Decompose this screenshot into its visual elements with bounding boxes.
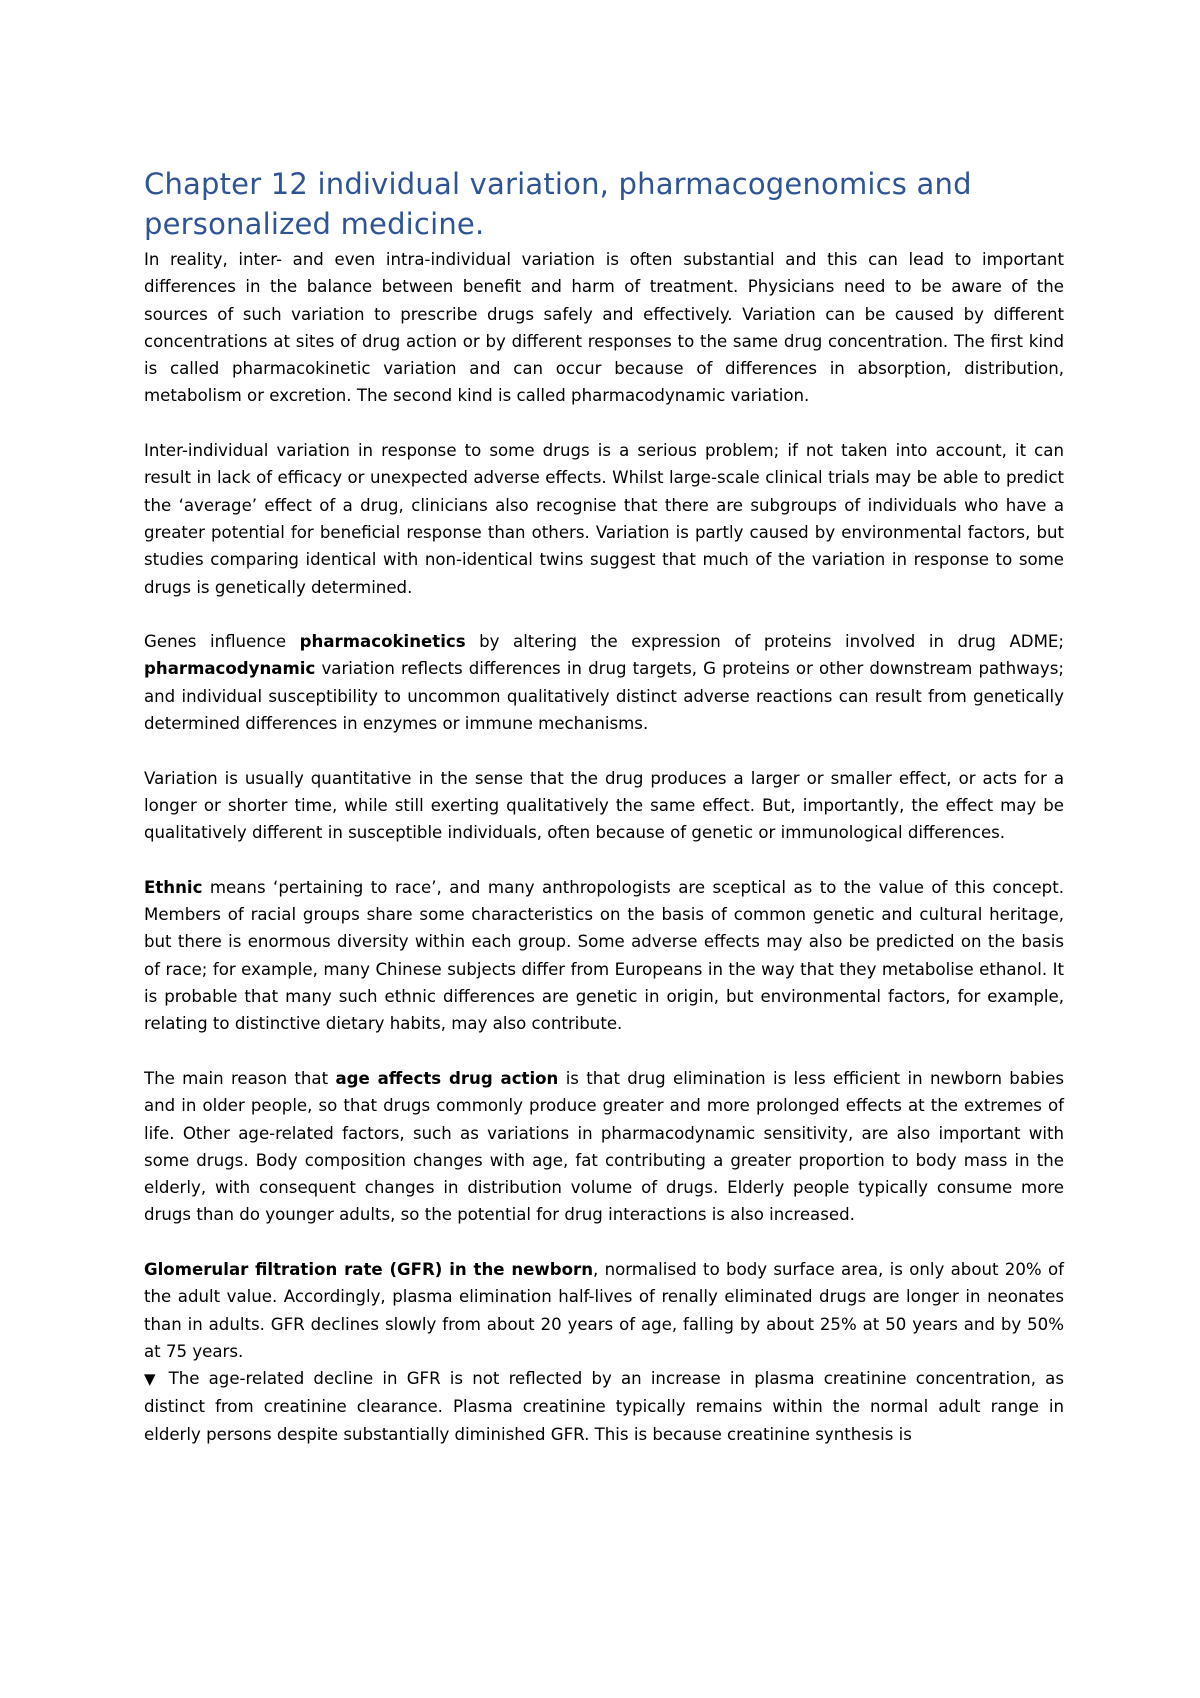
paragraph-text: In reality, inter- and even intra-individual variation is often substantial and this can lead to important differences in the balance between benefit and harm of treatment. Physicians need to be aware of the sources of such variation to prescribe drugs safely and effectively. Variation can be caused by different concentrations at sites of drug action or by different responses to the same drug concentration. The first kind is called pharmacokinetic variation and can occur because of differences in absorption, distribution, metabolism or excretion. The second kind is called pharmacodynamic variation.: [144, 250, 1064, 406]
bold-term: Ethnic: [144, 877, 203, 897]
paragraph-text: , normalised to body surface area, is only about 20% of the adult value. Accordingly, plasma elimination half-lives of renally eliminated drugs are longer in neonates than in adults. GFR declines slowly from about 20 years of age, falling by about 25% at 50 years and by 50% at 75 years.: [144, 1259, 1064, 1361]
paragraph-text: Variation is usually quantitative in the sense that the drug produces a larger or smaller effect, or acts for a longer or shorter time, while still exerting qualitatively the same effect. But, importantly, the effect may be qualitatively different in susceptible individuals, often because of genetic or immunological differences.: [144, 768, 1064, 843]
document-page: [144, 164, 1064, 1448]
paragraph-text: variation reflects differences in drug targets, G proteins or other downstream pathways; and individual susceptibility to uncommon qualitatively distinct adverse reactions can result from genetically determined differences in enzymes or immune mechanisms.: [144, 659, 1064, 734]
bold-term: pharmacodynamic: [144, 659, 316, 679]
paragraph-text: means ‘pertaining to race’, and many anthropologists are sceptical as to the value of this concept. Members of racial groups share some characteristics on the basis of common genetic and cultural heritage, but there is enormous diversity within each group. Some adverse effects may also be predicted on the basis of race; for example, many Chinese subjects differ from Europeans in the way that they metabolise ethanol. It is probable that many such ethnic differences are genetic in origin, but environmental factors, for example, relating to distinctive dietary habits, may also contribute.: [144, 877, 1064, 1034]
paragraph-text: by altering the expression of proteins involved in drug ADME;: [465, 632, 1064, 652]
chapter-title: Chapter 12 individual variation, pharmacogenomics and personalized medicine.: [144, 167, 972, 241]
triangle-marker-icon: ▼: [144, 1370, 160, 1389]
paragraph-quantitative: [144, 765, 1064, 847]
paragraph-text: Inter-individual variation in response to some drugs is a serious problem; if not taken into account, it can result in lack of efficacy or unexpected adverse effects. Whilst large-scale clinical trials may be able to predict the ‘average’ effect of a drug, clinicians also recognise that there are subgroups of individuals who have a greater potential for beneficial response than others. Variation is partly caused by environmental factors, but studies comparing identical with non-identical twins suggest that much of the variation in response to some drugs is genetically determined.: [144, 441, 1064, 597]
bold-term: age affects drug action: [335, 1068, 559, 1088]
paragraph-genes: [144, 628, 1064, 737]
paragraph-text: is that drug elimination is less efficient in newborn babies and in older people, so that drugs commonly produce greater and more prolonged effects at the extremes of life. Other age-related factors, such as variations in pharmacodynamic sensitivity, are also important with some drugs. Body composition changes with age, fat contributing a greater proportion to body mass in the elderly, with consequent changes in distribution volume of drugs. Elderly people typically consume more drugs than do younger adults, so the potential for drug interactions is also increased.: [144, 1068, 1064, 1225]
paragraph-inter-individual: [144, 437, 1064, 601]
paragraph-gfr: [144, 1256, 1064, 1365]
paragraph-age: [144, 1065, 1064, 1229]
paragraph-text: The main reason that: [144, 1068, 336, 1088]
bold-term: pharmacokinetics: [299, 632, 466, 652]
paragraph-text: Genes influence: [144, 632, 300, 652]
paragraph-gfr-decline: [144, 1365, 1064, 1448]
bold-term: Glomerular filtration rate (GFR) in the newborn: [144, 1259, 594, 1279]
paragraph-text: The age-related decline in GFR is not reflected by an increase in plasma creatinine concentration, as distinct from creatinine clearance. Plasma creatinine typically remains within the normal adult range in elderly persons despite substantially diminished GFR. This is because creatinine synthesis is: [144, 1369, 1064, 1444]
paragraph-ethnic: [144, 874, 1064, 1038]
paragraph-intro: [144, 246, 1064, 410]
